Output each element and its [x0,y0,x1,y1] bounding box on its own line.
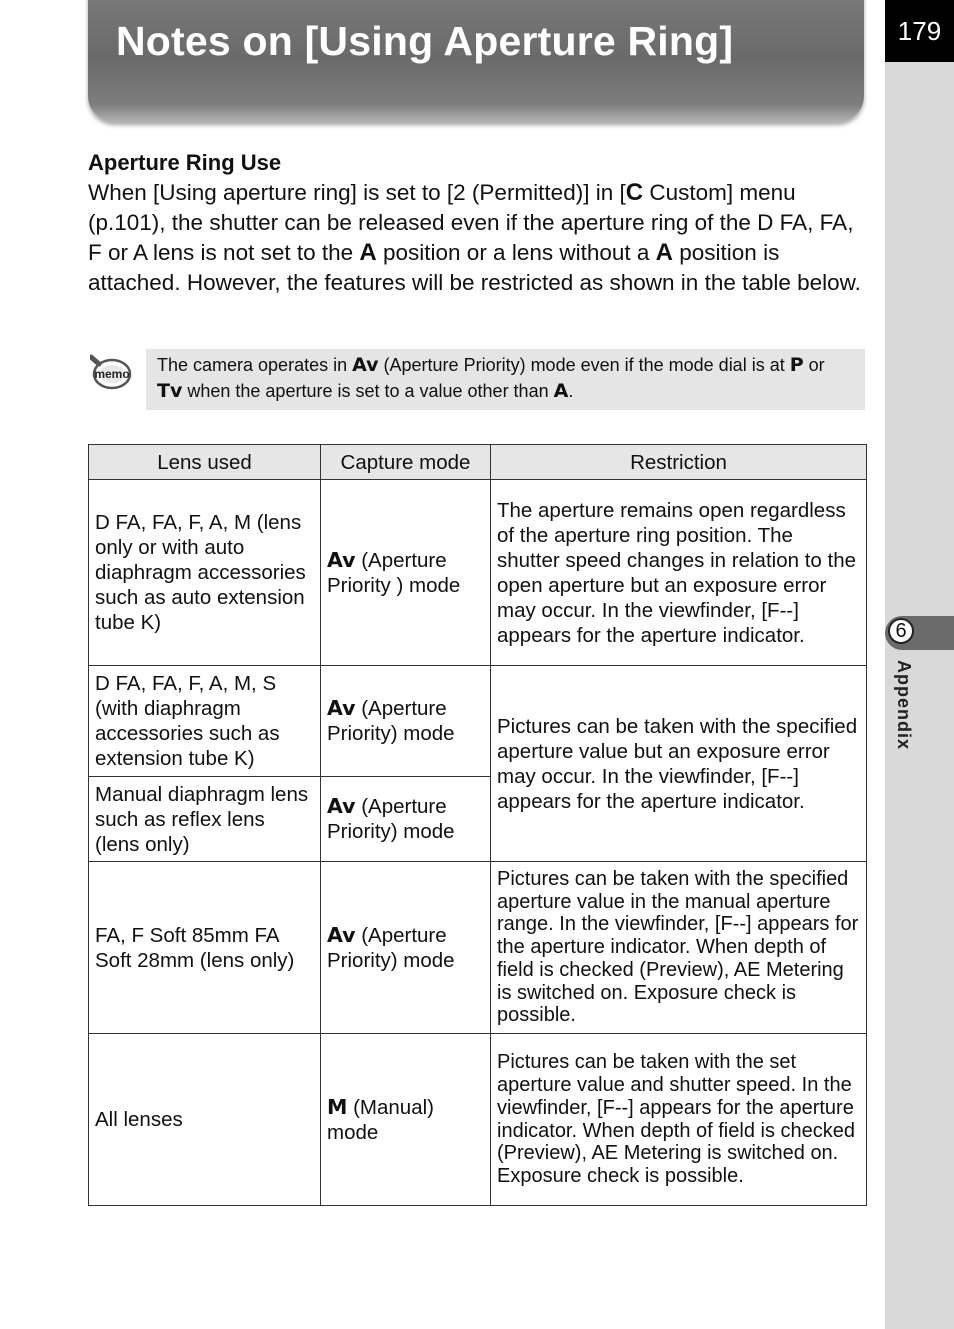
lens-cell: All lenses [89,1034,321,1206]
lens-cell: D FA, FA, F, A, M, S (with diaphragm accessories such as extension tube K) [89,666,321,777]
manual-mode-symbol: M [327,1094,348,1119]
av-mode-symbol: Av [327,696,356,720]
tv-mode-symbol: Tv [157,380,183,402]
table-header-row [89,445,867,480]
av-mode-symbol: Av [327,547,356,572]
a-position-symbol: A [553,380,569,402]
lens-cell: Manual diaphragm lens such as reflex lens (lens only) [89,777,321,862]
table-row [89,1034,867,1206]
lens-cell: FA, F Soft 85mm FA Soft 28mm (lens only) [89,862,321,1034]
memo-text: The camera operates in [157,355,353,375]
av-mode-symbol: Av [327,794,356,818]
section-heading: Aperture Ring Use [88,150,282,175]
table-row [89,480,867,666]
header-lens-used: Lens used [89,445,321,480]
mode-cell [321,862,491,1034]
mode-text: (Aperture Priority) mode [327,923,455,972]
intro-text: position or a lens without a [376,240,656,265]
intro-text: When [Using aperture ring] is set to [2 (Permitted)] in [ [88,180,626,205]
p-mode-symbol: P [789,354,804,376]
restriction-cell: Pictures can be taken with the specified aperture value but an exposure error may occur. In the viewfinder, [F--] appears for the aperture indicator. [491,666,867,862]
chapter-label: Appendix [894,660,914,751]
chapter-tab [885,616,954,650]
memo-note [146,349,865,410]
mode-text: (Manual) mode [327,1095,434,1144]
mode-cell [321,666,491,777]
memo-text: . [568,381,574,401]
table-row [89,862,867,1034]
mode-cell [321,1034,491,1206]
memo-text: or [803,355,825,375]
memo-text: when the aperture is set to a value other than [182,381,554,401]
lens-cell: D FA, FA, F, A, M (lens only or with auto diaphragm accessories such as auto extension tube K) [89,480,321,666]
memo-icon-label: memo [94,367,130,381]
mode-text: (Aperture Priority) mode [327,795,455,843]
custom-menu-symbol: C [625,179,644,206]
mode-text: (Aperture Priority ) mode [327,548,461,597]
mode-text: (Aperture Priority) mode [327,697,455,745]
page-title: Notes on [Using Aperture Ring] [116,18,734,64]
a-position-symbol: A [359,239,377,266]
memo-text: (Aperture Priority) mode even if the mode dial is at [378,355,790,375]
av-mode-symbol: Av [352,354,379,376]
header-restriction: Restriction [491,445,867,480]
intro-text: position is attached. However, the features will be restricted as shown in the table below. [88,240,861,295]
mode-cell [321,777,491,862]
header-capture-mode: Capture mode [321,445,491,480]
restriction-cell: Pictures can be taken with the specified aperture value in the manual aperture range. In the viewfinder, [F--] appears for the aperture indicator. When depth of field is checked (Preview), AE Metering is switched on. Exposure check is possible. [491,862,867,1034]
intro-paragraph [88,178,864,298]
chapter-number: 6 [888,618,914,644]
av-mode-symbol: Av [327,922,356,947]
a-position-symbol: A [655,239,674,266]
intro-text: Custom] menu (p.101), the shutter can be released even if the aperture ring of the D FA, FA, F or A lens is not set to the [88,180,854,265]
restriction-cell: Pictures can be taken with the set aperture value and shutter speed. In the viewfinder, [F--] appears for the aperture indicator. When depth of field is checked (Preview), AE Metering is switched on. Exposure check is possible. [491,1034,867,1206]
table-row [89,666,867,777]
restriction-cell: The aperture remains open regardless of the aperture ring position. The shutter speed changes in relation to the open aperture but an exposure error may occur. In the viewfinder, [F--] appears for the aperture indicator. [491,480,867,666]
mode-cell [321,480,491,666]
page-number: 179 [885,0,954,62]
restriction-table [88,444,867,1206]
memo-icon [90,353,132,391]
